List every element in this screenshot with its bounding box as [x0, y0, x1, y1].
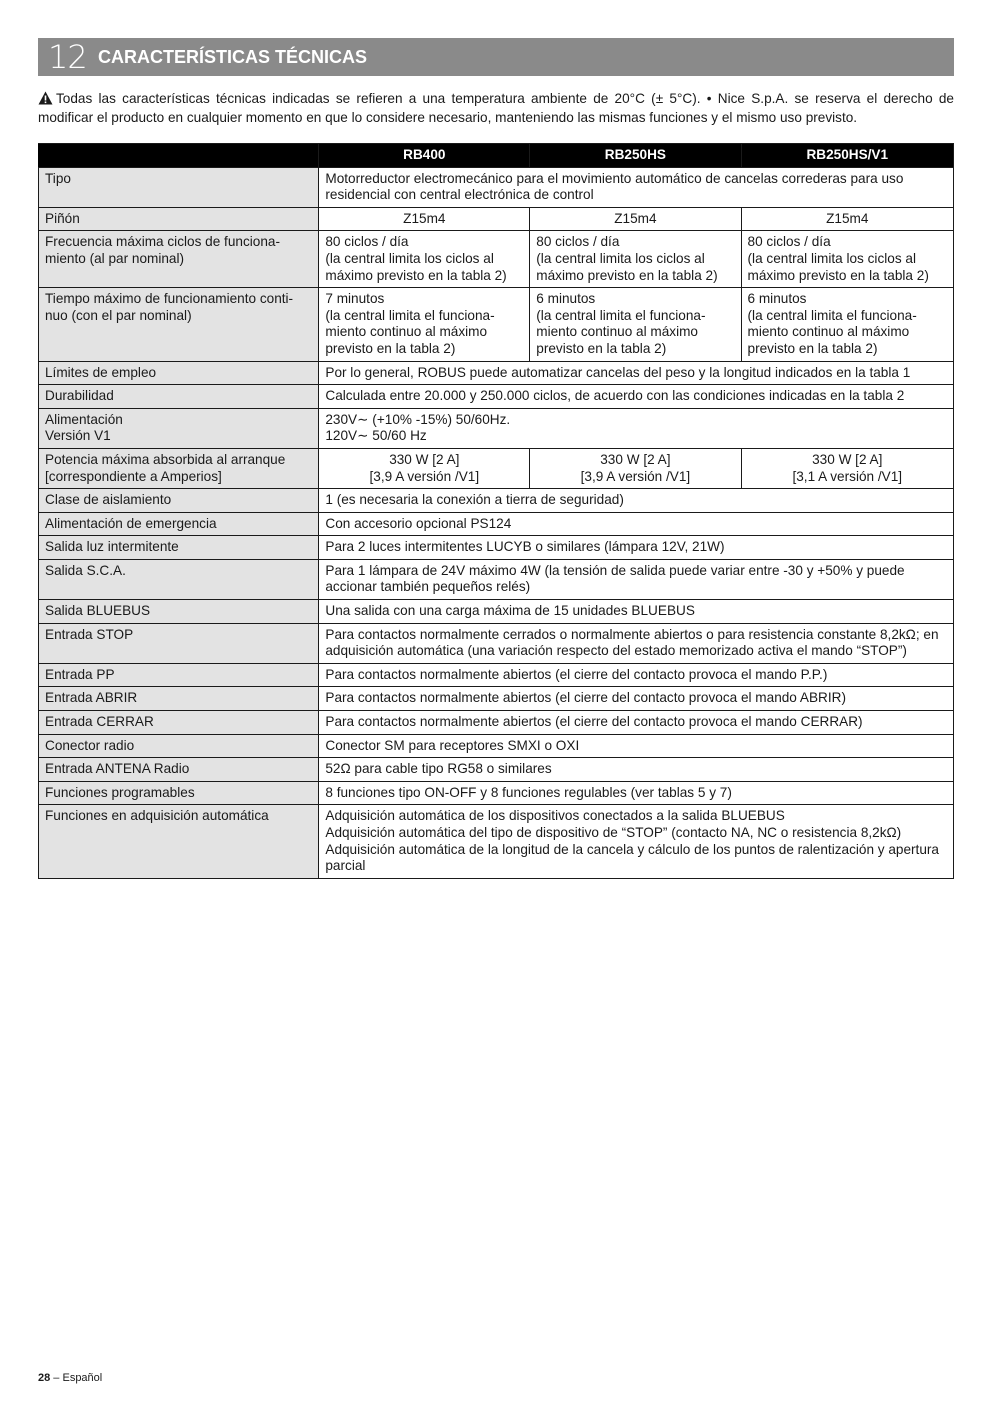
row-label: Entrada STOP — [39, 623, 319, 663]
table-row — [39, 489, 954, 513]
row-value: Con accesorio opcional PS124 — [319, 512, 954, 536]
row-label: Funciones en adquisición automática — [39, 805, 319, 878]
table-row — [39, 781, 954, 805]
spec-table — [38, 143, 954, 879]
row-cell: 80 ciclos / día (la central limita los ciclos al máximo previsto en la tabla 2) — [741, 231, 953, 288]
table-row — [39, 385, 954, 409]
table-row — [39, 448, 954, 488]
row-value: Para contactos normalmente cerrados o normalmente abiertos o para resistencia constante 8,2kΩ; en adquisición automática (una variación respecto del estado memorizado activa el mando “STOP”) — [319, 623, 954, 663]
row-cell: 6 minutos (la central limita el funciona- miento continuo al máximo previsto en la tabla 2) — [741, 288, 953, 361]
column-header: RB250HS — [530, 144, 741, 168]
row-label: Entrada ABRIR — [39, 687, 319, 711]
row-label: Durabilidad — [39, 385, 319, 409]
temperature-note — [38, 90, 954, 126]
row-label: Frecuencia máxima ciclos de funciona- miento (al par nominal) — [39, 231, 319, 288]
row-label: Salida luz intermitente — [39, 536, 319, 560]
row-value: Para contactos normalmente abiertos (el cierre del contacto provoca el mando CERRAR) — [319, 711, 954, 735]
row-cell: 330 W [2 A] [3,9 A versión /V1] — [530, 448, 741, 488]
table-row — [39, 687, 954, 711]
row-value: Para contactos normalmente abiertos (el cierre del contacto provoca el mando P.P.) — [319, 663, 954, 687]
row-label: Piñón — [39, 207, 319, 231]
row-cell: Z15m4 — [741, 207, 953, 231]
table-row — [39, 512, 954, 536]
row-value: Para 2 luces intermitentes LUCYB o similares (lámpara 12V, 21W) — [319, 536, 954, 560]
row-label: Alimentación de emergencia — [39, 512, 319, 536]
row-label: Límites de empleo — [39, 361, 319, 385]
header-corner — [39, 144, 319, 168]
table-row — [39, 663, 954, 687]
page-number: 28 — [38, 1372, 51, 1384]
row-value: Para 1 lámpara de 24V máximo 4W (la tensión de salida puede variar entre -30 y +50% y puede accionar también pequeños relés) — [319, 559, 954, 599]
row-label: Tipo — [39, 167, 319, 207]
table-row — [39, 805, 954, 878]
table-row — [39, 408, 954, 448]
row-label: Funciones programables — [39, 781, 319, 805]
table-header-row — [39, 144, 954, 168]
note-text: Todas las características técnicas indicadas se refieren a una temperatura ambiente de 20°C (± 5°C). • Nice S.p.A. se reserva el derecho de modificar el producto en cualquier momento en que lo considere necesario, manteniendo las mismas funciones y el mismo uso previsto. — [38, 91, 954, 125]
table-row — [39, 231, 954, 288]
row-value: Conector SM para receptores SMXI o OXI — [319, 734, 954, 758]
row-label: Entrada PP — [39, 663, 319, 687]
row-cell: 80 ciclos / día (la central limita los ciclos al máximo previsto en la tabla 2) — [319, 231, 530, 288]
row-cell: 330 W [2 A] [3,9 A versión /V1] — [319, 448, 530, 488]
row-label: Tiempo máximo de funcionamiento conti- nuo (con el par nominal) — [39, 288, 319, 361]
row-cell: Z15m4 — [530, 207, 741, 231]
row-label: Salida BLUEBUS — [39, 600, 319, 624]
row-value: 52Ω para cable tipo RG58 o similares — [319, 758, 954, 782]
row-cell: 330 W [2 A] [3,1 A versión /V1] — [741, 448, 953, 488]
row-cell: 6 minutos (la central limita el funciona- miento continuo al máximo previsto en la tabla 2) — [530, 288, 741, 361]
row-cell: 7 minutos (la central limita el funciona- miento continuo al máximo previsto en la tabla 2) — [319, 288, 530, 361]
row-cell: Z15m4 — [319, 207, 530, 231]
table-row — [39, 361, 954, 385]
table-row — [39, 559, 954, 599]
row-value: 8 funciones tipo ON-OFF y 8 funciones regulables (ver tablas 5 y 7) — [319, 781, 954, 805]
column-header: RB400 — [319, 144, 530, 168]
footer-language: – Español — [50, 1372, 103, 1384]
row-value: 1 (es necesaria la conexión a tierra de seguridad) — [319, 489, 954, 513]
row-cell: 80 ciclos / día (la central limita los ciclos al máximo previsto en la tabla 2) — [530, 231, 741, 288]
row-value: Calculada entre 20.000 y 250.000 ciclos, de acuerdo con las condiciones indicadas en la tabla 2 — [319, 385, 954, 409]
table-row — [39, 623, 954, 663]
row-label: Potencia máxima absorbida al arranque [correspondiente a Amperios] — [39, 448, 319, 488]
row-value: Adquisición automática de los dispositivos conectados a la salida BLUEBUS Adquisición automática del tipo de dispositivo de “STOP” (contacto NA, NC o resistencia 8,2kΩ) Adquisición automática de la longitud de la cancela y cálculo de los puntos de ralentización y apertura parcial — [319, 805, 954, 878]
row-value: Una salida con una carga máxima de 15 unidades BLUEBUS — [319, 600, 954, 624]
row-label: Entrada CERRAR — [39, 711, 319, 735]
row-label: Salida S.C.A. — [39, 559, 319, 599]
table-row — [39, 167, 954, 207]
section-title: CARACTERÍSTICAS TÉCNICAS — [98, 46, 368, 67]
section-number: 12 — [48, 38, 87, 76]
table-row — [39, 536, 954, 560]
table-row — [39, 711, 954, 735]
section-header — [38, 38, 954, 76]
row-value: Para contactos normalmente abiertos (el cierre del contacto provoca el mando ABRIR) — [319, 687, 954, 711]
warning-icon — [38, 91, 53, 109]
column-header: RB250HS/V1 — [741, 144, 953, 168]
table-row — [39, 207, 954, 231]
row-value: Motorreductor electromecánico para el movimiento automático de cancelas correderas para uso residencial con central electrónica de control — [319, 167, 954, 207]
table-row — [39, 600, 954, 624]
row-label: Clase de aislamiento — [39, 489, 319, 513]
table-row — [39, 758, 954, 782]
table-row — [39, 288, 954, 361]
page-footer — [38, 1372, 102, 1384]
row-value: 230V∼ (+10% -15%) 50/60Hz. 120V∼ 50/60 Hz — [319, 408, 954, 448]
spec-table-body — [39, 167, 954, 878]
row-label: Conector radio — [39, 734, 319, 758]
table-row — [39, 734, 954, 758]
row-label: Alimentación Versión V1 — [39, 408, 319, 448]
row-value: Por lo general, ROBUS puede automatizar cancelas del peso y la longitud indicados en la tabla 1 — [319, 361, 954, 385]
row-label: Entrada ANTENA Radio — [39, 758, 319, 782]
